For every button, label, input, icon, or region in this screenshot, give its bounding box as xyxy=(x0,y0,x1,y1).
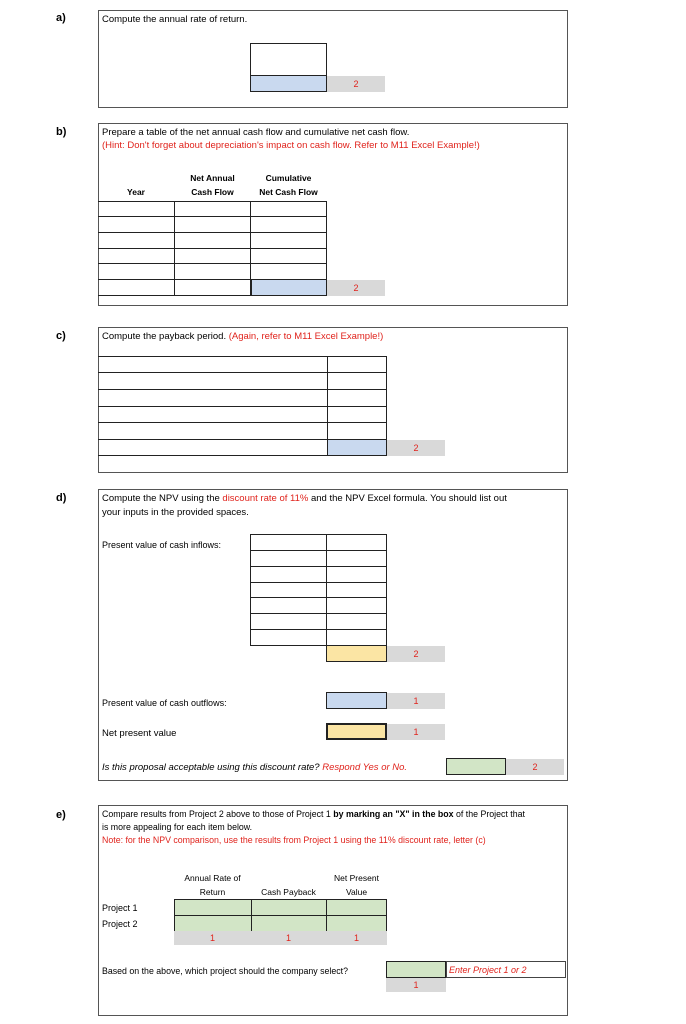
section-d-prompt-line2: your inputs in the provided spaces. xyxy=(102,507,249,518)
section-a-points: 2 xyxy=(327,76,385,92)
project-2-npv-cell[interactable] xyxy=(326,915,387,932)
col-arr-header-2: Return xyxy=(199,887,226,897)
section-d-prompt-post: and the NPV Excel formula. You should list out xyxy=(308,493,507,504)
section-e-prompt-bold: by marking an "X" in the box xyxy=(333,809,454,819)
pv-inflows-points: 2 xyxy=(387,646,445,662)
section-c-prompt: Compute the payback period. xyxy=(102,331,227,342)
section-e-prompt-line xyxy=(102,808,525,820)
col-cumulative-header-2: Net Cash Flow xyxy=(259,187,318,197)
col-net-annual-header-2: Cash Flow xyxy=(191,187,234,197)
acceptability-instruction: Respond Yes or No. xyxy=(322,762,408,773)
project-1-arr-cell[interactable] xyxy=(174,899,252,916)
select-project-points: 1 xyxy=(386,978,446,992)
col-cumulative-header-1: Cumulative xyxy=(265,173,312,183)
section-a-answer-cell[interactable] xyxy=(250,75,327,92)
col-npv-header-1: Net Present xyxy=(334,873,379,883)
section-e-prompt-post: of the Project that xyxy=(453,809,525,819)
col-net-annual-header-1: Net Annual xyxy=(190,173,235,183)
arr-points: 1 xyxy=(174,931,251,945)
section-d-prompt-pre: Compute the NPV using the xyxy=(102,493,223,504)
section-d-label: d) xyxy=(56,492,67,504)
section-c-prompt-line xyxy=(102,331,383,343)
section-c-answer-cell[interactable] xyxy=(327,439,387,456)
select-project-answer-cell[interactable] xyxy=(386,961,446,978)
section-e-prompt-pre: Compare results from Project 2 above to those of Project 1 xyxy=(102,809,334,819)
project-1-label: Project 1 xyxy=(102,903,138,913)
section-c-label: c) xyxy=(56,330,66,342)
npv-answer-cell[interactable] xyxy=(326,723,387,740)
section-c-hint: (Again, refer to M11 Excel Example!) xyxy=(228,331,384,342)
section-e-note: Note: for the NPV comparison, use the results from Project 1 using the 11% discount rate, letter (c) xyxy=(102,835,486,845)
section-b-label: b) xyxy=(56,126,67,138)
section-e-label: e) xyxy=(56,809,66,821)
pv-inflows-label: Present value of cash inflows: xyxy=(102,540,222,550)
section-a-prompt: Compute the annual rate of return. xyxy=(102,14,248,25)
pv-outflows-label: Present value of cash outflows: xyxy=(102,698,227,708)
col-year-header: Year xyxy=(127,187,145,197)
section-d-discount-rate: discount rate of 11% xyxy=(222,493,309,504)
col-arr-header-1: Annual Rate of xyxy=(184,873,241,883)
select-project-question: Based on the above, which project should the company select? xyxy=(102,966,348,976)
project-2-label: Project 2 xyxy=(102,919,138,929)
section-b-answer-cell[interactable] xyxy=(251,279,327,296)
select-project-hint: Enter Project 1 or 2 xyxy=(449,965,527,975)
payback-points: 1 xyxy=(251,931,326,945)
section-a-label: a) xyxy=(56,12,66,24)
pv-outflows-answer-cell[interactable] xyxy=(326,692,387,709)
acceptability-question-text: Is this proposal acceptable using this discount rate? xyxy=(102,762,320,773)
section-a-work-cell[interactable] xyxy=(250,43,327,76)
acceptability-points: 2 xyxy=(506,759,564,775)
npv-label: Net present value xyxy=(102,728,177,739)
section-e-prompt-line2: is more appealing for each item below. xyxy=(102,822,253,832)
npv-compare-points: 1 xyxy=(326,931,387,945)
acceptability-question xyxy=(102,762,407,774)
pv-outflows-points: 1 xyxy=(387,693,445,709)
section-b-points: 2 xyxy=(327,280,385,296)
npv-points: 1 xyxy=(387,724,445,740)
project-2-arr-cell[interactable] xyxy=(174,915,252,932)
section-d-prompt-line xyxy=(102,493,507,505)
col-npv-header-2: Value xyxy=(345,887,368,897)
pv-inflows-table xyxy=(250,534,387,646)
acceptability-answer-cell[interactable] xyxy=(446,758,506,775)
section-b-prompt: Prepare a table of the net annual cash flow and cumulative net cash flow. xyxy=(102,127,410,138)
col-payback-header: Cash Payback xyxy=(261,887,316,897)
project-1-npv-cell[interactable] xyxy=(326,899,387,916)
section-c-points: 2 xyxy=(387,440,445,456)
project-1-payback-cell[interactable] xyxy=(251,899,327,916)
section-b-hint: (Hint: Don't forget about depreciation's impact on cash flow. Refer to M11 Excel Example!) xyxy=(102,140,480,151)
project-2-payback-cell[interactable] xyxy=(251,915,327,932)
pv-inflows-answer-cell[interactable] xyxy=(326,645,387,662)
